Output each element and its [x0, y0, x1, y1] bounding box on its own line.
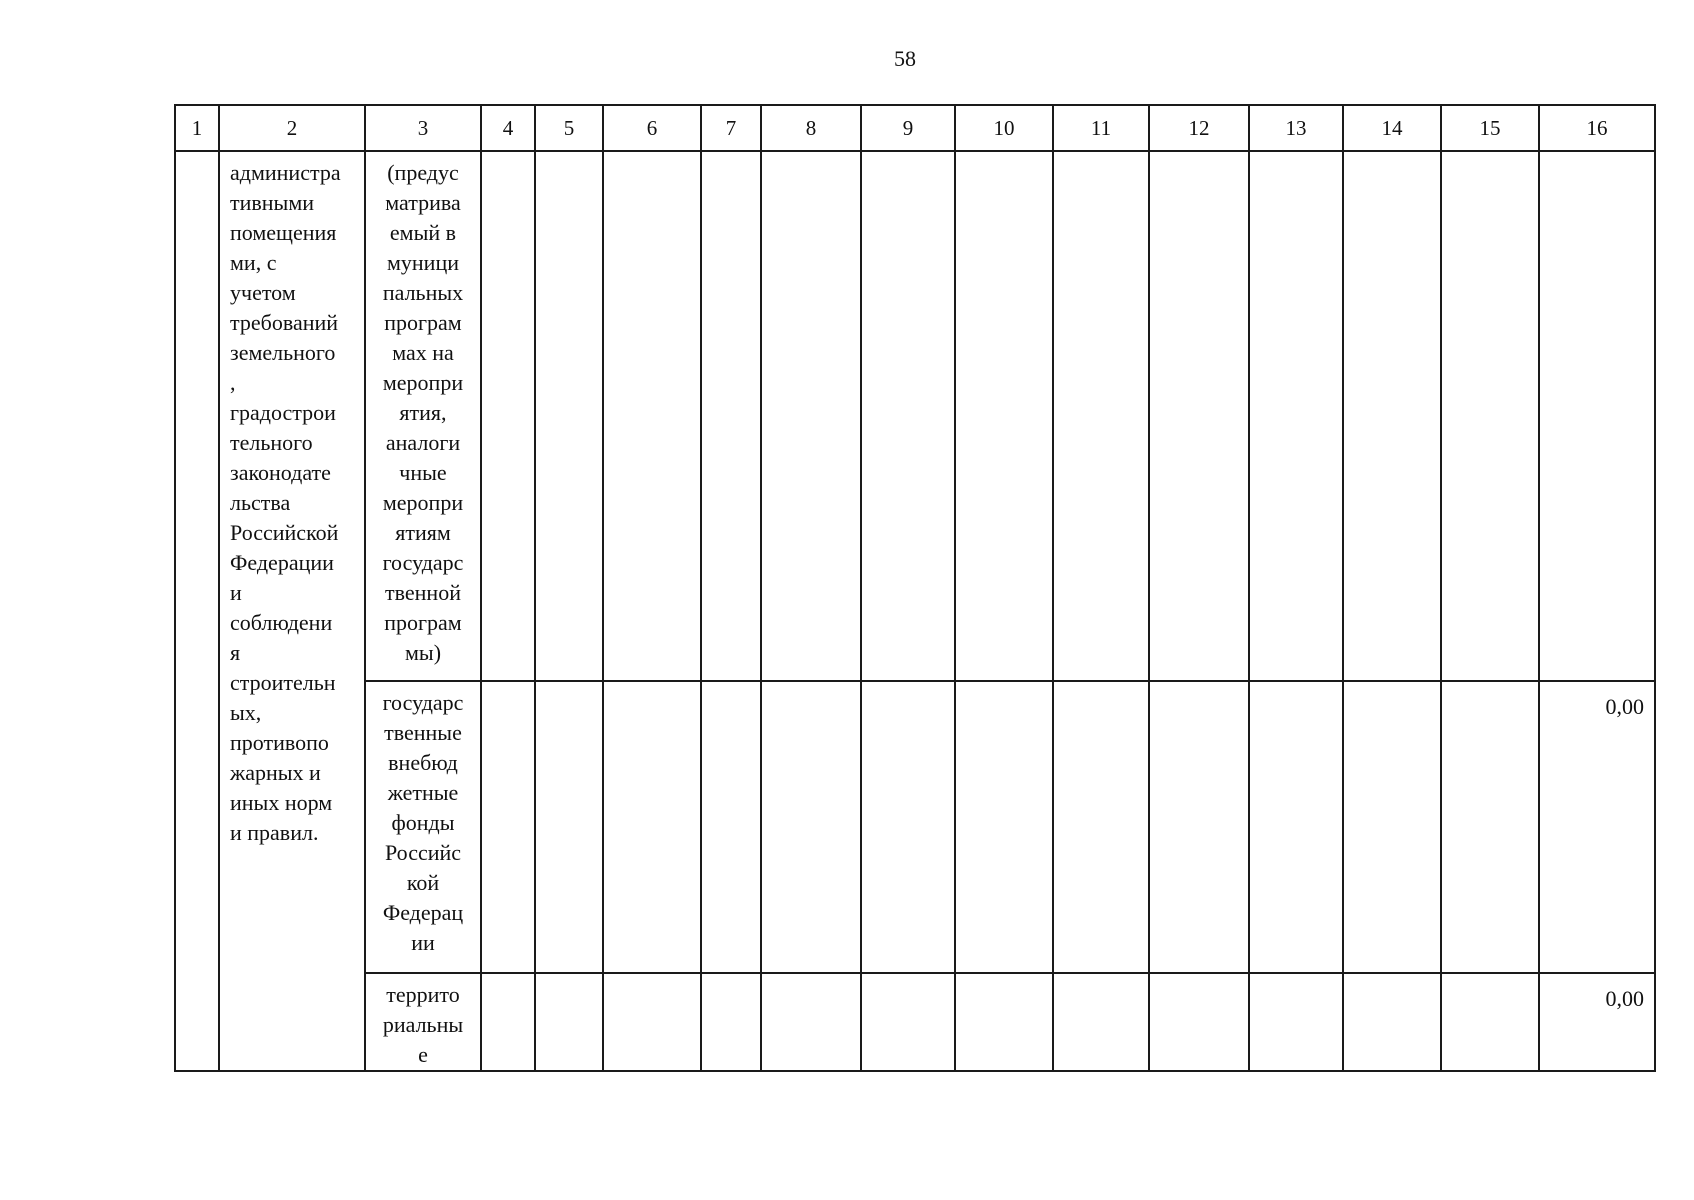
- data-cell: [1149, 973, 1249, 1071]
- data-cell: [761, 973, 861, 1071]
- col-header-16: 16: [1539, 105, 1655, 151]
- col1-cell: [175, 151, 219, 1071]
- funding-source-cell: [365, 973, 481, 1071]
- data-cell: [1441, 681, 1539, 973]
- total-value: 0,00: [1605, 694, 1644, 719]
- col-header-10: 10: [955, 105, 1053, 151]
- funding-source-text: (предус матрива емый в муници пальных програм мах на меропри ятия, аналоги чные меропри ятиям государс твенной програм мы): [382, 160, 464, 665]
- total-value: [1540, 152, 1654, 162]
- measure-description-cell: [219, 151, 365, 1071]
- data-cell: [1149, 151, 1249, 681]
- data-cell: [861, 151, 955, 681]
- data-cell: [861, 681, 955, 973]
- col-header-4: 4: [481, 105, 535, 151]
- page-number: 58: [894, 46, 916, 71]
- col-header-2: 2: [219, 105, 365, 151]
- data-cell: [761, 681, 861, 973]
- col-header-3: 3: [365, 105, 481, 151]
- col-header-11: 11: [1053, 105, 1149, 151]
- col-header-13: 13: [1249, 105, 1343, 151]
- total-cell: [1539, 973, 1655, 1071]
- col-header-1: 1: [175, 105, 219, 151]
- data-cell: [701, 151, 761, 681]
- funding-source-cell: [365, 681, 481, 973]
- col-header-6: 6: [603, 105, 701, 151]
- data-cell: [535, 151, 603, 681]
- table-row: [175, 681, 1655, 973]
- data-cell: [1343, 973, 1441, 1071]
- data-cell: [1249, 681, 1343, 973]
- table-row: [175, 151, 1655, 681]
- funding-source-text: террито риальны е: [382, 982, 464, 1067]
- col-header-7: 7: [701, 105, 761, 151]
- data-cell: [861, 973, 955, 1071]
- col-header-15: 15: [1441, 105, 1539, 151]
- data-cell: [955, 973, 1053, 1071]
- data-cell: [1053, 151, 1149, 681]
- table-row: [175, 973, 1655, 1071]
- data-cell: [1149, 681, 1249, 973]
- data-cell: [761, 151, 861, 681]
- measure-description-text: администра тивными помещения ми, с учетом требований земельного , градострои тельного законодате льства Российской Федерации и соблюдени я строительн ых, противопо жарных и иных норм и правил.: [230, 160, 341, 845]
- data-cell: [701, 681, 761, 973]
- total-cell: [1539, 151, 1655, 681]
- budget-table: [174, 104, 1656, 1072]
- data-cell: [1249, 151, 1343, 681]
- col-header-12: 12: [1149, 105, 1249, 151]
- total-cell: [1539, 681, 1655, 973]
- col-header-5: 5: [535, 105, 603, 151]
- funding-source-text: государс твенные внебюд жетные фонды Российс кой Федерац ии: [382, 690, 464, 955]
- data-cell: [603, 151, 701, 681]
- data-cell: [1249, 973, 1343, 1071]
- data-cell: [955, 681, 1053, 973]
- data-cell: [1053, 681, 1149, 973]
- col-header-14: 14: [1343, 105, 1441, 151]
- data-cell: [1343, 681, 1441, 973]
- header-row: [175, 105, 1655, 151]
- data-cell: [481, 151, 535, 681]
- data-cell: [701, 973, 761, 1071]
- data-cell: [603, 681, 701, 973]
- data-cell: [535, 973, 603, 1071]
- data-cell: [481, 973, 535, 1071]
- col-header-8: 8: [761, 105, 861, 151]
- data-cell: [1053, 973, 1149, 1071]
- data-cell: [535, 681, 603, 973]
- col-header-9: 9: [861, 105, 955, 151]
- funding-source-cell: [365, 151, 481, 681]
- data-cell: [603, 973, 701, 1071]
- data-cell: [1343, 151, 1441, 681]
- data-cell: [481, 681, 535, 973]
- total-value: 0,00: [1605, 986, 1644, 1011]
- data-cell: [955, 151, 1053, 681]
- data-cell: [1441, 973, 1539, 1071]
- data-cell: [1441, 151, 1539, 681]
